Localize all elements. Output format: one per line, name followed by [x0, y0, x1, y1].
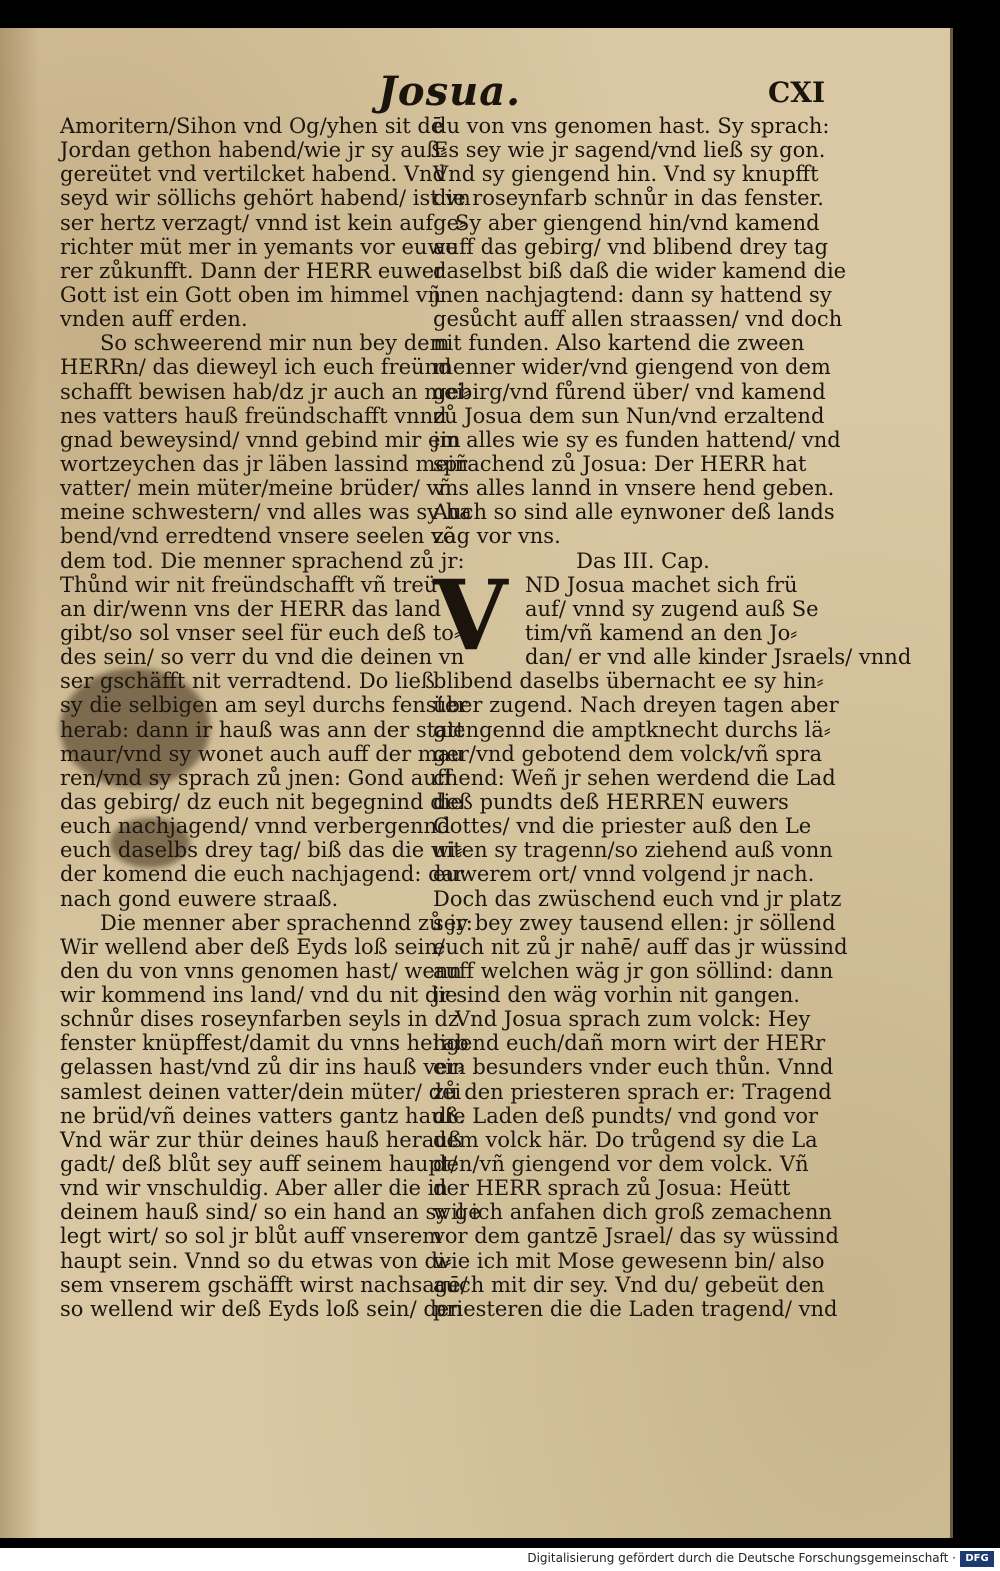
text-line: schafft bewisen hab/dz jr auch an mei⸗ [60, 379, 471, 404]
text-line: vnden auff erden. [60, 307, 248, 332]
text-line: auch mit dir sey. Vnd du/ gebeüt den [433, 1272, 825, 1297]
text-line: rer zůkunfft. Dann der HERR euwer [60, 258, 445, 283]
text-line: gereütet vnd vertilcket habend. Vnd [60, 162, 446, 187]
text-line: richter müt mer in yemants vor euwe [60, 234, 458, 259]
text-line: deinem hauß sind/ so ein hand an sy ge [60, 1200, 481, 1225]
text-line: herab: dann ir hauß was ann der statt [60, 717, 465, 742]
text-line: Doch das zwüschend euch vnd jr platz [433, 886, 842, 911]
text-line: Vnd Josua sprach zum volck: Hey [455, 1007, 811, 1032]
text-line: legt wirt/ so sol jr blůt auff vnserem [60, 1224, 443, 1249]
text-line: das gebirg/ dz euch nit begegnind die [60, 789, 463, 814]
text-line: samlest deinen vatter/dein müter/ dei [60, 1079, 462, 1104]
text-line: wie ich mit Mose gewesenn bin/ also [433, 1248, 825, 1273]
text-line: die Laden deß pundts/ vnd gond vor [433, 1103, 819, 1128]
text-line: dem volck här. Do trůgend sy die La [433, 1127, 818, 1152]
text-line: gibt/so sol vnser seel für euch deß to⸗ [60, 620, 461, 645]
text-line: sprachend zů Josua: Der HERR hat [433, 451, 807, 476]
text-line: Wir wellend aber deß Eyds loß sein/ [60, 934, 445, 959]
text-line: euwerem ort/ vnnd volgend jr nach. [433, 862, 815, 887]
text-line: vnd wir vnschuldig. Aber aller die in [60, 1176, 448, 1201]
text-line: auff welchen wäg jr gon söllind: dann [433, 958, 834, 983]
text-line: tim/vñ kamend an den Jo⸗ [525, 620, 798, 645]
text-line: Sy aber giengend hin/vnd kamend [455, 210, 820, 235]
text-line: ND Josua machet sich frü [525, 572, 798, 597]
text-line: über zugend. Nach dreyen tagen aber [433, 693, 839, 718]
text-line: jnen nachjagtend: dann sy hattend sy [433, 282, 832, 307]
text-line: gelassen hast/vnd zů dir ins hauß ver⸗ [60, 1055, 465, 1080]
text-line: gadt/ deß blůt sey auff seinem haupt/ [60, 1152, 458, 1177]
chapter-heading: Das III. Cap. [576, 548, 710, 573]
drop-cap-letter: V [433, 558, 508, 672]
text-line: Auch so sind alle eynwoner deß lands [433, 500, 835, 525]
text-line: ein besunders vnder euch thůn. Vnnd [433, 1055, 834, 1080]
text-line: nit funden. Also kartend die zween [433, 331, 805, 356]
text-line: sey bey zwey tausend ellen: jr söllend [433, 910, 836, 935]
text-line: gesůcht auff allen straassen/ vnd doch [433, 307, 843, 332]
text-line: chend: Weñ jr sehen werdend die Lad [433, 765, 836, 790]
text-line: jr sind den wäg vorhin nit gangen. [433, 983, 800, 1008]
text-line: nes vatters hauß freündschafft vnnd [60, 403, 447, 428]
folio-number: CXI [768, 76, 826, 109]
text-line: giengennd die amptknecht durchs lä⸗ [433, 717, 831, 742]
text-line: meine schwestern/ vnd alles was sy ha [60, 500, 472, 525]
text-line: gnad beweysind/ vnnd gebind mir ein [60, 427, 461, 452]
text-line: fenster knüpffest/damit du vnns herab [60, 1031, 469, 1056]
text-line: Gottes/ vnd die priester auß den Le [433, 814, 812, 839]
text-line: den/vñ giengend vor dem volck. Vñ [433, 1152, 809, 1177]
dfg-logo: DFG [960, 1551, 994, 1567]
running-title: Josua. [378, 68, 522, 115]
text-line: schnůr dises roseynfarben seyls in dz [60, 1007, 459, 1032]
text-line: an dir/wenn vns der HERR das land [60, 596, 442, 621]
text-line: zag vor vns. [433, 524, 561, 549]
text-line: Thůnd wir nit freündschafft vñ treüw [60, 572, 456, 597]
text-line: uiten sy tragenn/so ziehend auß vonn [433, 838, 833, 863]
text-line: sy die selbigen am seyl durchs fenster [60, 693, 468, 718]
text-line: euch daselbs drey tag/ biß das die wi⸗ [60, 838, 463, 863]
text-line: ren/vnd sy sprach zů jnen: Gond auff [60, 765, 452, 790]
text-line: Vnd wär zur thür deines hauß herauß [60, 1127, 462, 1152]
text-line: der HERR sprach zů Josua: Heütt [433, 1176, 791, 1201]
text-line: priesteren die die Laden tragend/ vnd [433, 1296, 838, 1321]
digitization-footer [0, 1548, 1000, 1571]
text-line: wil ich anfahen dich groß zemachenn [433, 1200, 832, 1225]
text-line: vatter/ mein müter/meine brüder/ vñ [60, 476, 452, 501]
text-line: Es sey wie jr sagend/vnd ließ sy gon. [433, 138, 826, 163]
text-line: Amoritern/Sihon vnd Og/yhen sit dē [60, 114, 444, 138]
text-line: so wellend wir deß Eyds loß sein/ den [60, 1296, 463, 1321]
text-line: der komend die euch nachjagend: dar [60, 862, 465, 887]
text-line: ser gschäfft nit verradtend. Do ließ [60, 669, 435, 694]
text-line: seyd wir söllichs gehört habend/ ist vn [60, 186, 471, 211]
text-line: So schweerend mir nun bey dem [100, 331, 450, 356]
text-line: die roseynfarb schnůr in das fenster. [433, 186, 824, 211]
text-line: ligend euch/dañ morn wirt der HERr [433, 1031, 826, 1056]
text-line: vns alles lannd in vnsere hend geben. [433, 476, 835, 501]
text-line: nach gond euwere straaß. [60, 886, 339, 911]
text-line: sem vnserem gschäfft wirst nachsagē/ [60, 1272, 468, 1297]
text-line: zů Josua dem sun Nun/vnd erzaltend [433, 403, 825, 428]
text-line: gebirg/vnd fůrend über/ vnd kamend [433, 379, 826, 404]
text-line: dem tod. Die menner sprachend zů jr: [60, 548, 465, 573]
left-text-column [60, 114, 481, 1321]
text-line: Jordan gethon habend/wie jr sy auß⸗ [60, 138, 448, 163]
text-line: wortzeychen das jr läben lassind meiñ [60, 451, 469, 476]
text-line: dan/ er vnd alle kinder Jsraels/ vnnd [525, 645, 912, 670]
text-line: wir kommend ins land/ vnd du nit die [60, 983, 458, 1008]
text-line: ne brüd/vñ deines vatters gantz hauß. [60, 1103, 466, 1128]
book-page [0, 28, 953, 1538]
text-line: euch nachjagend/ vnnd verbergennd [60, 814, 451, 839]
text-line: ser hertz verzagt/ vnnd ist kein aufge⸗ [60, 210, 467, 235]
right-text-column [433, 114, 912, 1321]
funding-notice: Digitalisierung gefördert durch die Deutsche Forschungsgemeinschaft · [527, 1551, 956, 1565]
text-line: auff das gebirg/ vnd blibend drey tag [433, 234, 829, 259]
text-line: ger/vnd gebotend dem volck/vñ spra [433, 741, 823, 766]
text-line: zů den priesteren sprach er: Tragend [433, 1079, 832, 1104]
text-line: menner wider/vnd giengend von dem [433, 355, 831, 380]
text-line: Gott ist ein Gott oben im himmel vñ [60, 282, 442, 307]
text-line: des sein/ so verr du vnd die deinen vn [60, 645, 465, 670]
text-line: auf/ vnnd sy zugend auß Se [525, 596, 819, 621]
text-line: blibend daselbs übernacht ee sy hin⸗ [433, 669, 824, 694]
text-line: jm alles wie sy es funden hattend/ vnd [433, 427, 841, 452]
text-line: du von vns genomen hast. Sy sprach: [433, 114, 830, 138]
text-line: den du von vnns genomen hast/ wenn [60, 958, 462, 983]
text-line: deß pundts deß HERREN euwers [433, 789, 789, 814]
text-line: euch nit zů jr nahē/ auff das jr wüssind [433, 934, 848, 959]
text-line: bend/vnd erredtend vnsere seelen võ [60, 524, 456, 549]
text-line: Vnd sy giengend hin. Vnd sy knupfft [433, 162, 819, 187]
text-line: vor dem gantzē Jsrael/ das sy wüssind [433, 1224, 839, 1249]
text-line: daselbst biß daß die wider kamend die [433, 258, 847, 283]
text-line: maur/vnd sy wonet auch auff der mau [60, 741, 464, 766]
text-line: haupt sein. Vnnd so du etwas von di⸗ [60, 1248, 452, 1273]
text-line: Die menner aber sprachennd zů jr: [100, 910, 473, 935]
text-line: HERRn/ das dieweyl ich euch freünd [60, 355, 452, 380]
